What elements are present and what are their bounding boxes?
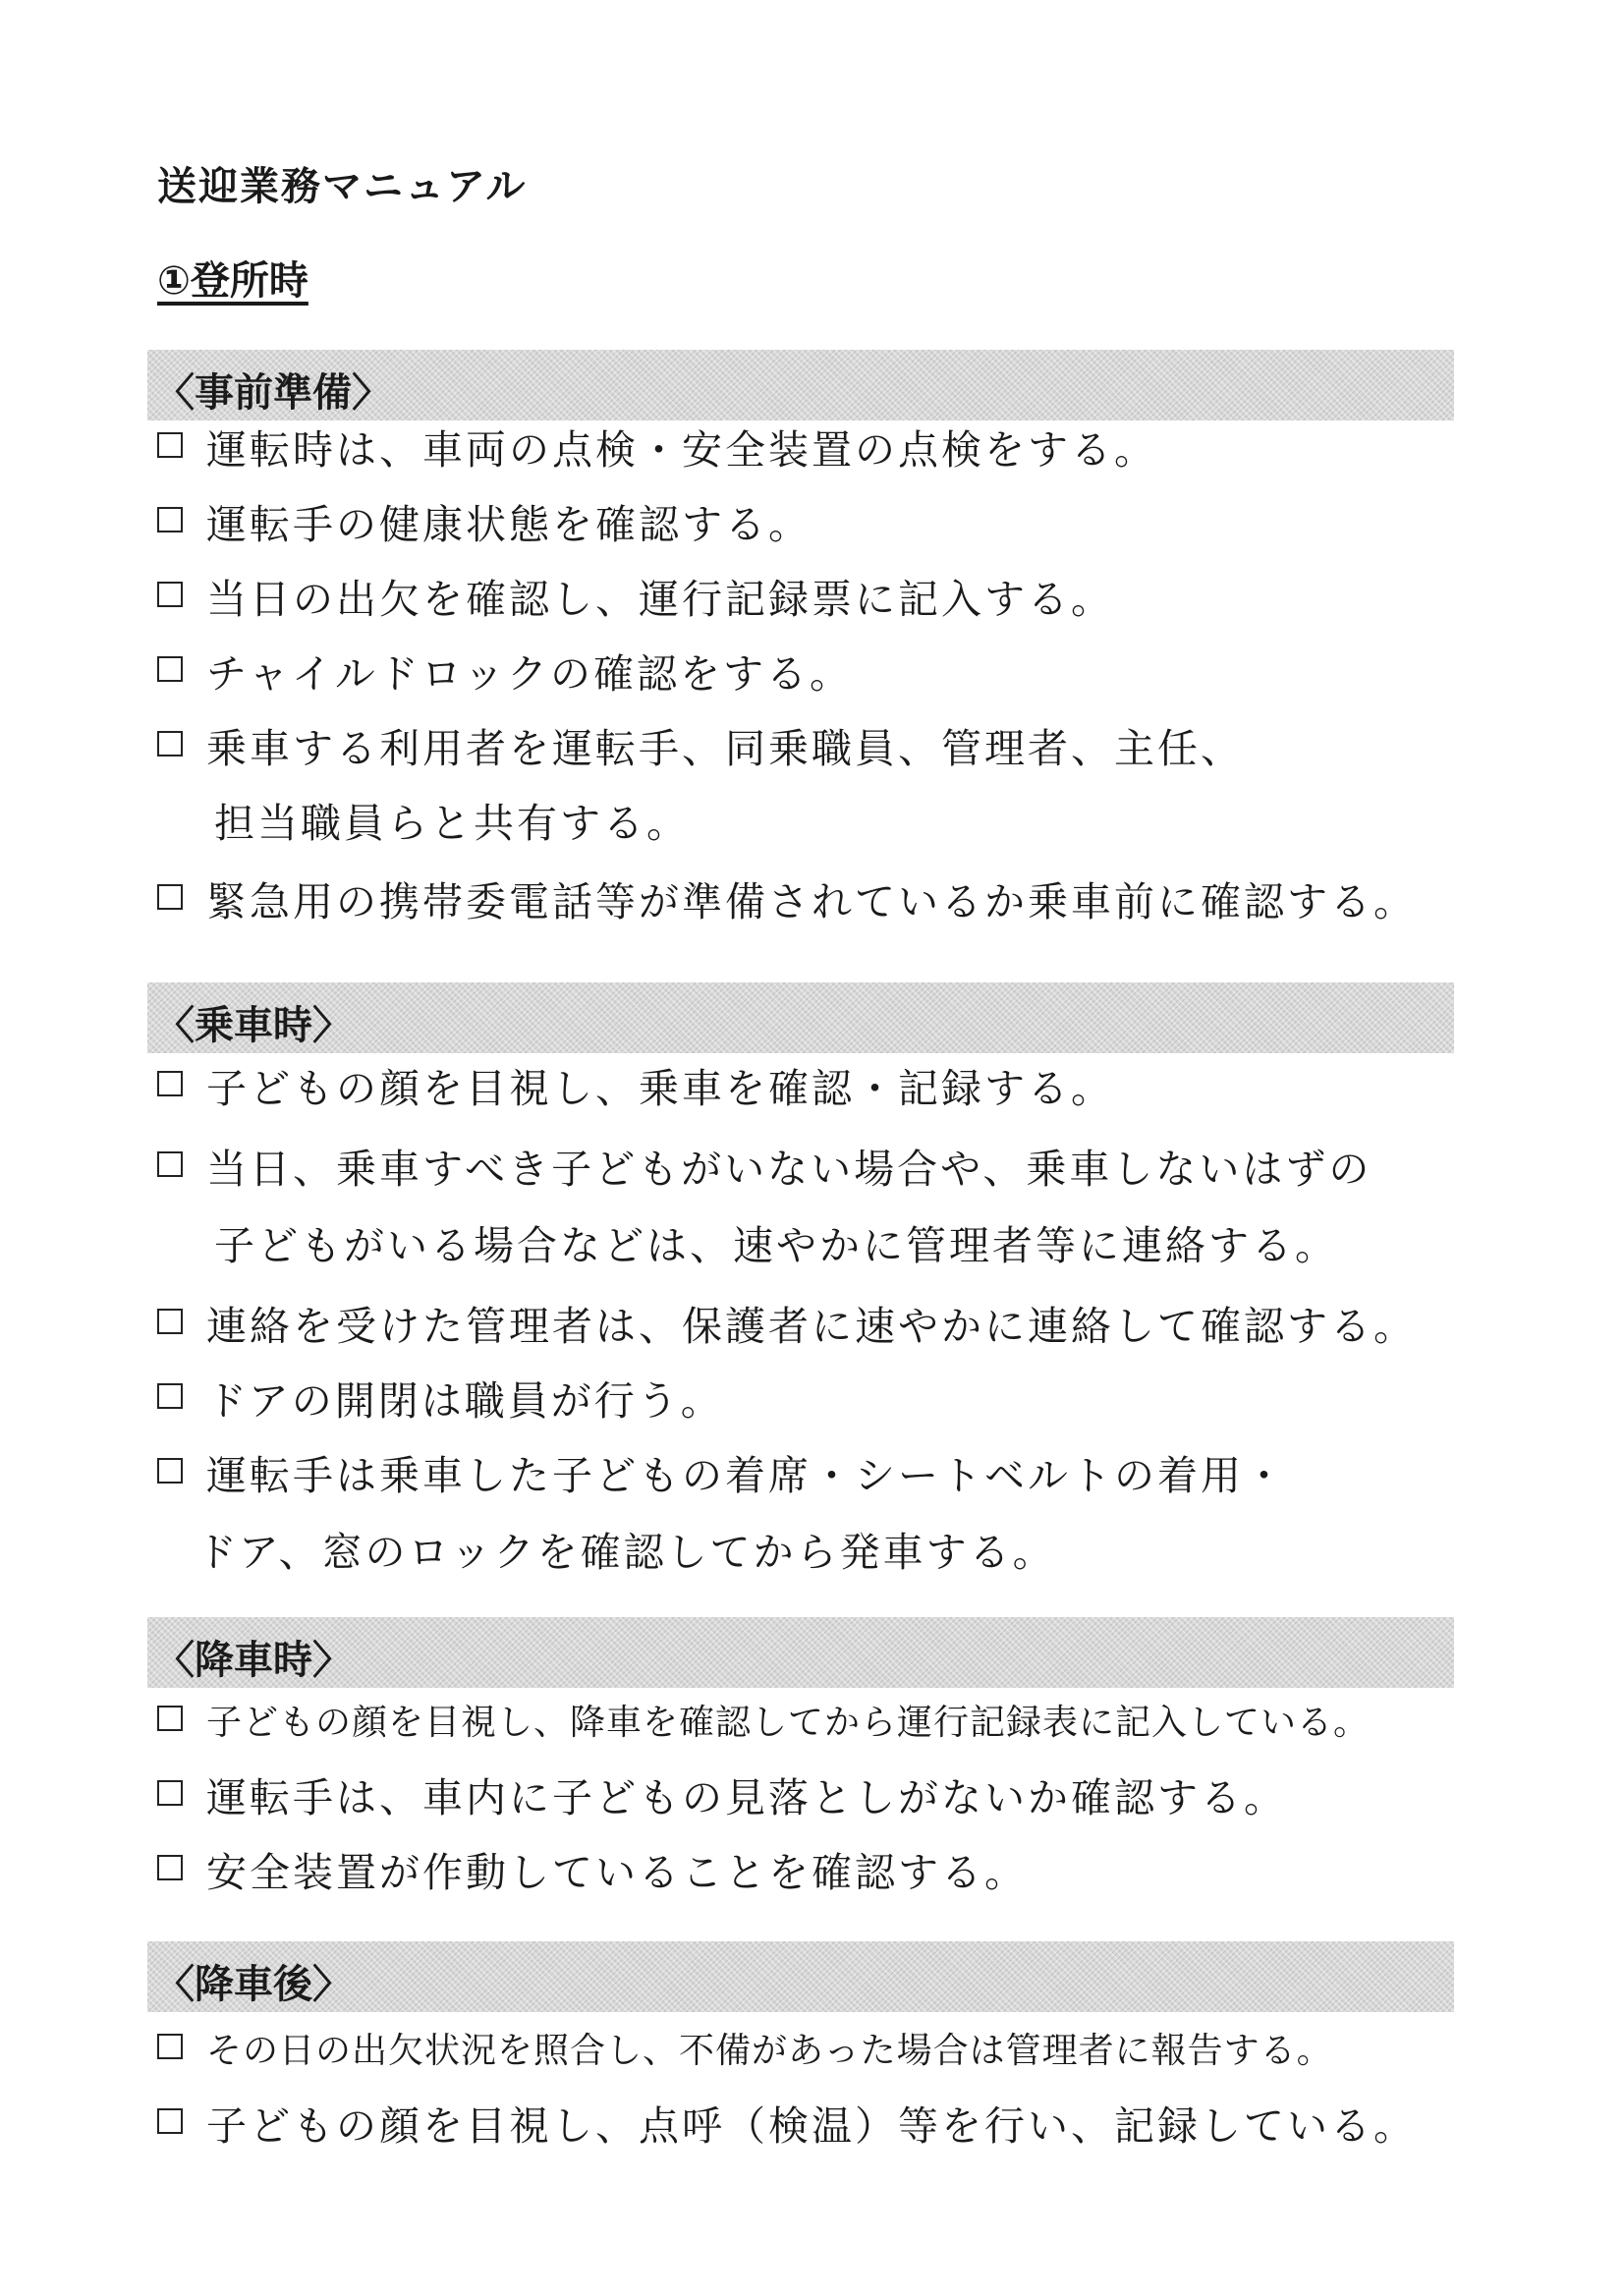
checkbox[interactable] <box>157 1855 183 1880</box>
checklist-item-text: 運転手は乗車した子どもの着席・シートベルトの着用・ <box>206 1452 1287 1499</box>
checkbox[interactable] <box>157 1458 183 1484</box>
checkbox[interactable] <box>157 507 183 532</box>
section-header-alighting <box>147 1617 1454 1688</box>
checklist-item-text: 子どもの顔を目視し、点呼（検温）等を行い、記録している。 <box>206 2102 1417 2150</box>
checklist-item-text: 連絡を受けた管理者は、保護者に速やかに連絡して確認する。 <box>206 1303 1417 1350</box>
checkbox[interactable] <box>157 656 183 682</box>
checkbox[interactable] <box>157 884 183 910</box>
checklist-item-text: 安全装置が作動していることを確認する。 <box>206 1849 1028 1896</box>
checklist-item-text: 緊急用の携帯委電話等が準備されているか乗車前に確認する。 <box>206 878 1417 925</box>
checklist-item-text: 当日の出欠を確認し、運行記録票に記入する。 <box>206 576 1114 623</box>
section-title: 〈降車時〉 <box>155 1638 352 1683</box>
checklist-item-text: 運転手の健康状態を確認する。 <box>206 501 812 548</box>
checklist-item-text-continued: 担当職員らと共有する。 <box>214 800 690 847</box>
checklist-item-text: 当日、乗車すべき子どもがいない場合や、乗車しないはずの <box>206 1146 1372 1193</box>
checklist-item-text: 子どもの顔を目視し、乗車を確認・記録する。 <box>206 1065 1114 1112</box>
section-header-after-alighting <box>147 1941 1454 2012</box>
checkbox[interactable] <box>157 1706 183 1731</box>
section-title: 〈降車後〉 <box>155 1962 352 2007</box>
checkbox[interactable] <box>157 2034 183 2059</box>
checklist-item-text-continued: 子どもがいる場合などは、速やかに管理者等に連絡する。 <box>214 1222 1338 1269</box>
checklist-item-text: ドアの開閉は職員が行う。 <box>206 1377 724 1425</box>
section-title: 〈事前準備〉 <box>155 370 391 416</box>
checkbox[interactable] <box>157 432 183 458</box>
document-title: 送迎業務マニュアル <box>157 164 528 209</box>
section-header-boarding <box>147 982 1454 1053</box>
checkbox[interactable] <box>157 1071 183 1096</box>
checkbox[interactable] <box>157 731 183 756</box>
checkbox[interactable] <box>157 1383 183 1409</box>
checkbox[interactable] <box>157 2108 183 2134</box>
checkbox[interactable] <box>157 582 183 607</box>
checklist-item-text: 運転時は、車両の点検・安全装置の点検をする。 <box>206 426 1157 474</box>
section-header-preparation <box>147 350 1454 420</box>
checklist-item-text: 乗車する利用者を運転手、同乗職員、管理者、主任、 <box>206 725 1244 772</box>
checklist-item-text: チャイルドロックの確認をする。 <box>206 650 853 698</box>
checklist-item-text-continued: ドア、窓のロックを確認してから発車する。 <box>196 1529 1056 1576</box>
section-title: 〈乗車時〉 <box>155 1003 352 1048</box>
checkbox[interactable] <box>157 1309 183 1334</box>
checkbox[interactable] <box>157 1780 183 1806</box>
checklist-item-text: 子どもの顔を目視し、降車を確認してから運行記録表に記入している。 <box>206 1703 1371 1743</box>
document-subtitle: ①登所時 <box>157 258 308 304</box>
checklist-item-text: 運転手は、車内に子どもの見落としがないか確認する。 <box>206 1774 1287 1821</box>
checklist-item-text: その日の出欠状況を照合し、不備があった場合は管理者に報告する。 <box>206 2031 1333 2071</box>
checkbox[interactable] <box>157 1151 183 1177</box>
